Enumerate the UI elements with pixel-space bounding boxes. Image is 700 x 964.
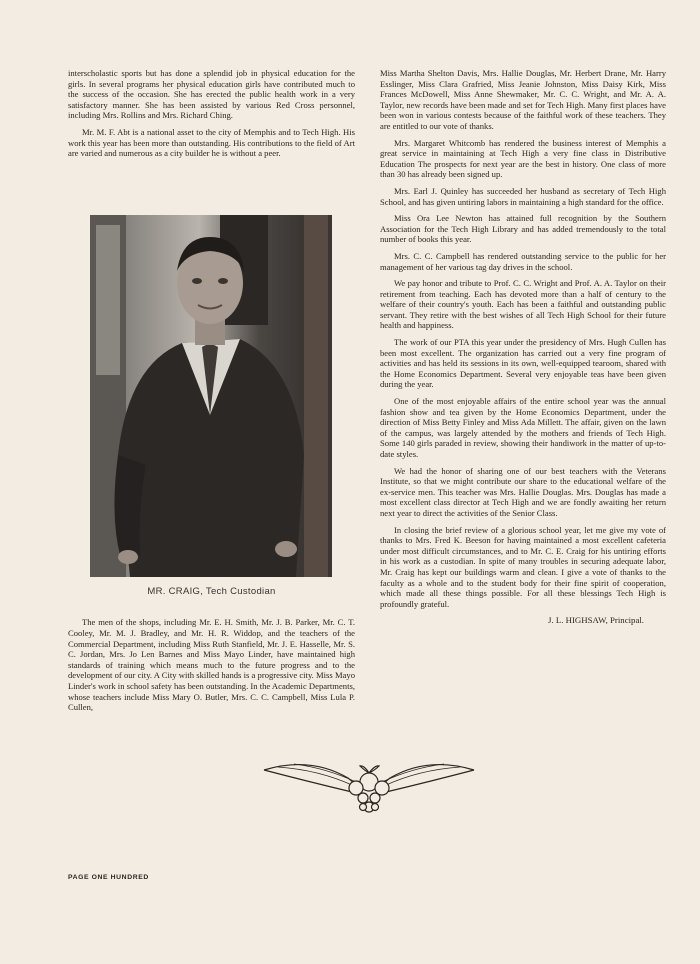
right-paragraph-1: Miss Martha Shelton Davis, Mrs. Hallie Douglas, Mr. Herbert Drane, Mr. Harry Esslinger, Miss Clara Grafried, Miss Jeanie Johnston, Miss Daisy Kirk, Miss Frances McDowell, Miss Anne Shewmaker, Mr. C. C. Wright, and Mr. A. A. Taylor, new records have been made and set for Tech High. Many first places have been won in various contests because of the faithful work of these teachers. They are entitled to our vote of thanks. <box>380 68 666 131</box>
right-column <box>380 68 666 626</box>
right-paragraph-8: One of the most enjoyable affairs of the entire school year was the annual fashion show and tea given by the Home Economics Department, under the direction of Miss Betty Finley and Miss Ada Millett. The affair, given on the lawn of the campus, was largely attended by the mothers and friends of Tech High. Some 140 girls paraded in review, showing their handiwork in the matter of up-to-date styles. <box>380 396 666 459</box>
right-paragraph-10: In closing the brief review of a glorious school year, let me give my vote of thanks to Mrs. Fred K. Beeson for having maintained a most excellent cafeteria under most difficult circumstances, and to Mr. C. E. Craig for his untiring efforts in his work as a custodian. In spite of many troubles in securing adequate labor, Mr. Craig has kept our buildings warm and clean. I give a vote of thanks to the faculty as a whole and to the student body for their fine spirit of cooperation, which made all these things possible. For all these blessings Tech High is profoundly grateful. <box>380 524 666 609</box>
right-paragraph-2: Mrs. Margaret Whitcomb has rendered the business interest of Memphis a great service in maintaining at Tech High a very fine class in Distributive Education The prospects for next year are the best in history. One class of more than 30 has already been signed up. <box>380 137 666 180</box>
photo-caption: MR. CRAIG, Tech Custodian <box>147 585 276 597</box>
left-column <box>68 68 355 719</box>
left-paragraph-1: interscholastic sports but has done a splendid job in physical education for the girls. In several programs her physical education girls have contributed much to the success of the occasion. She has erected the public health work in a very satisfactory manner. She has been assisted by various Red Cross personnel, including Mrs. Rollins and Mrs. Richard Ching. <box>68 68 355 121</box>
left-paragraph-3: The men of the shops, including Mr. E. H. Smith, Mr. J. B. Parker, Mr. C. T. Cooley, Mr. M. J. Bradley, and Mr. H. R. Widdop, and the teachers of the Commercial Department, including Miss Ruth Stanfield, Mr. J. E. Hasselle, Mr. S. C. Jordan, Mrs. Jo Len Barnes and Miss Mayo Linder, have maintained high standards of training which means much to the future progress and to the development of our city. A City with skilled hands is a progressive city. Miss Mayo Linder's work in school safety has been outstanding. In the Academic Departments, whose teachers include Miss Mary O. Butler, Mrs. C. C. Campbell, Miss Lula P. Cullen, <box>68 617 355 713</box>
custodian-photo <box>90 215 332 577</box>
cornucopia-ornament-icon <box>260 752 478 818</box>
right-paragraph-6: We pay honor and tribute to Prof. C. C. Wright and Prof. A. A. Taylor on their retirement from teaching. Each has devoted more than a half of century to the welfare of their country's youth. Each has been a faithful and outstanding public servant. They retire with the best wishes of all Tech High School for their future health and happiness. <box>380 278 666 331</box>
left-paragraph-2: Mr. M. F. Abt is a national asset to the city of Memphis and to Tech High. His work this year has been more than outstanding. His contributions to the field of Art are varied and numerous as a city builder he is without a peer. <box>68 126 355 159</box>
right-paragraph-4: Miss Ora Lee Newton has attained full recognition by the Southern Association for the Tech High Library and has added tremendously to the total number of books this year. <box>380 213 666 245</box>
right-paragraph-7: The work of our PTA this year under the presidency of Mrs. Hugh Cullen has been most excellent. The organization has carried out a very fine program of activities and has held its sessions in its own, well-equipped tearoom, shared with the Home Economics Department. Several very enjoyable teas have been given during the year. <box>380 337 666 390</box>
page-footer: PAGE ONE HUNDRED <box>68 874 149 881</box>
portrait-photo-icon <box>90 215 332 577</box>
principal-signature: J. L. HIGHSAW, Principal. <box>548 615 644 626</box>
right-paragraph-9: We had the honor of sharing one of our best teachers with the Veterans Institute, so that we might contribute our share to the educational welfare of the ex-service men. This teacher was Mrs. Hallie Douglas. Mrs. Douglas has made a most excellent class director at Tech High and we are fondly awaiting her return next year to direct the activities of the Senior Class. <box>380 465 666 518</box>
right-paragraph-3: Mrs. Earl J. Quinley has succeeded her husband as secretary of Tech High School, and has given untiring labors in maintaining a high standard for the office. <box>380 185 666 207</box>
right-paragraph-5: Mrs. C. C. Campbell has rendered outstanding service to the public for her management of her various tag day drives in the school. <box>380 250 666 272</box>
